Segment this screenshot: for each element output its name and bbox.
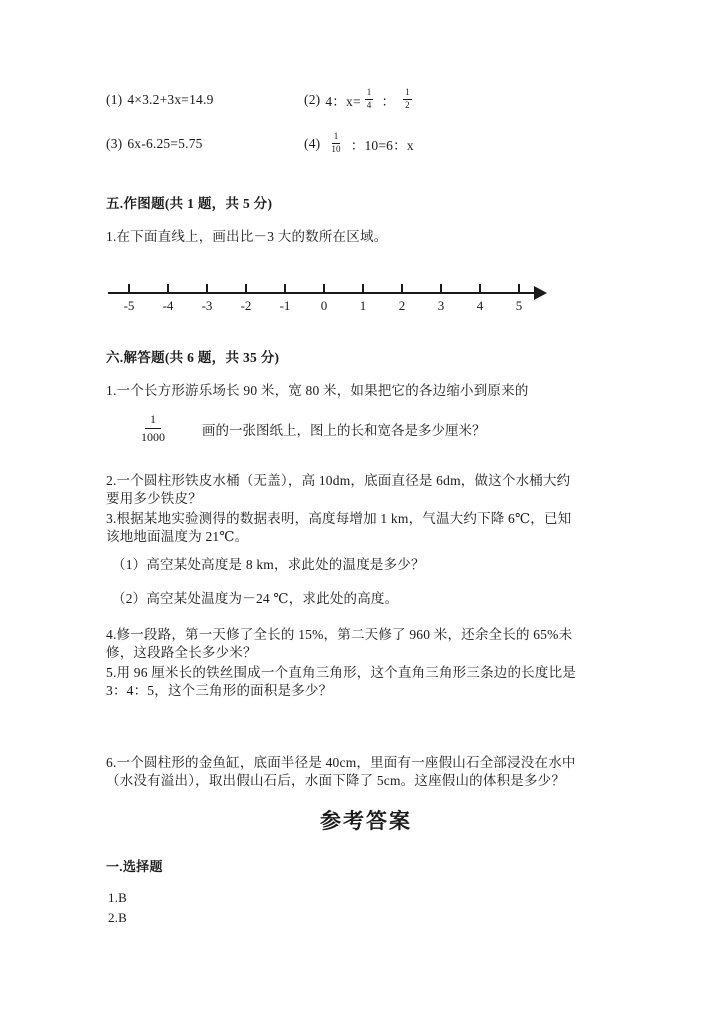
section-six-question-5-line-1: 5.用 96 厘米长的铁丝围成一个直角三角形，这个直角三角形三条边的长度比是 <box>106 665 576 680</box>
equation-number: (4) <box>304 136 321 151</box>
answers-section-heading: 一.选择题 <box>106 859 163 874</box>
number-line-label: -3 <box>201 298 213 313</box>
expression-text: ：10=6：x <box>350 138 414 153</box>
fraction-one-tenth <box>329 132 342 154</box>
expression-text: ： <box>381 94 396 109</box>
question-1-text-continued: 画的一张图纸上，图上的长和宽各是多少厘米？ <box>202 423 486 439</box>
number-line-tick <box>167 284 169 293</box>
equation-row <box>106 122 626 166</box>
number-line-tick <box>323 284 325 293</box>
fraction-denominator: 10 <box>331 143 341 154</box>
equation-row <box>106 78 626 122</box>
answers-title: 参考答案 <box>320 809 412 833</box>
fraction-one-half <box>403 88 412 110</box>
equation-number: (1) <box>106 92 123 107</box>
number-line-tick <box>362 284 364 293</box>
fraction-numerator: 1 <box>403 88 412 99</box>
section-five-question-1: 1.在下面直线上，画出比－3 大的数所在区域。 <box>106 229 388 244</box>
number-line-arrow-icon <box>534 286 547 300</box>
answer-item: 1.B <box>108 890 128 905</box>
number-line-tick <box>440 284 442 293</box>
number-line-label: 3 <box>437 298 445 313</box>
number-line-label: 0 <box>320 298 328 313</box>
equation-item-3 <box>106 136 304 152</box>
number-line-label: -1 <box>279 298 291 313</box>
section-six-question-3-sub-2: （2）高空某处温度为－24 ℃，求此处的高度。 <box>112 591 399 606</box>
fraction-denominator: 1000 <box>141 429 165 444</box>
number-line-label: 2 <box>398 298 406 313</box>
equation-number: (2) <box>304 92 321 107</box>
number-line-label: 5 <box>515 298 523 313</box>
equation-expression: 6x-6.25=5.75 <box>127 136 203 151</box>
equations-block <box>106 78 626 166</box>
equation-item-4 <box>304 133 414 155</box>
number-line-tick <box>518 284 520 293</box>
section-six-question-1-line-1: 1.一个长方形游乐场长 90 米，宽 80 米，如果把它的各边缩小到原来的 <box>106 383 529 398</box>
fraction-denominator: 2 <box>405 99 410 110</box>
section-six-question-3-sub-1: （1）高空某处高度是 8 km，求此处的温度是多少？ <box>112 557 425 572</box>
number-line-tick <box>206 284 208 293</box>
number-line-tick <box>128 284 130 293</box>
equation-expression <box>325 133 413 155</box>
fraction-numerator: 1 <box>145 413 161 429</box>
number-line-figure <box>106 272 626 322</box>
number-line-label: 4 <box>476 298 484 313</box>
section-six-heading: 六.解答题(共 6 题，共 35 分) <box>106 350 280 365</box>
number-line-label: 1 <box>359 298 367 313</box>
section-six-question-4-line-1: 4.修一段路，第一天修了全长的 15%，第二天修了 960 米，还余全长的 65%未 <box>106 627 573 642</box>
equation-expression: 4×3.2+3x=14.9 <box>127 92 214 107</box>
section-six-question-5-line-2: 3：4：5，这个三角形的面积是多少？ <box>106 683 333 698</box>
section-six-question-1-line-2 <box>106 414 486 444</box>
section-six-question-6-line-1: 6.一个圆柱形的金鱼缸，底面半径是 40cm，里面有一座假山石全部浸没在水中 <box>106 755 576 770</box>
fraction-one-thousandth <box>136 413 170 443</box>
number-line-label: -4 <box>162 298 174 313</box>
equation-number: (3) <box>106 136 123 151</box>
answer-item: 2.B <box>108 910 128 925</box>
number-line-label: -5 <box>123 298 135 313</box>
expression-text: 4：x= <box>325 94 361 109</box>
number-line-tick <box>245 284 247 293</box>
fraction-numerator: 1 <box>365 88 374 99</box>
equation-expression <box>325 89 416 111</box>
number-line-label: -2 <box>240 298 252 313</box>
equation-item-1 <box>106 92 304 108</box>
fraction-numerator: 1 <box>332 132 341 143</box>
fraction-denominator: 4 <box>366 99 372 110</box>
fraction-one-quarter <box>365 88 374 110</box>
section-six-question-3-line-1: 3.根据某地实验测得的数据表明，高度每增加 1 km，气温大约下降 6℃，已知 <box>106 511 572 526</box>
number-line-axis <box>108 292 536 294</box>
section-six-question-3-line-2: 该地地面温度为 21℃。 <box>106 529 249 544</box>
number-line-tick <box>284 284 286 293</box>
number-line-tick <box>401 284 403 293</box>
section-six-question-2-line-2: 要用多少铁皮？ <box>106 491 202 506</box>
equation-item-2 <box>304 89 416 111</box>
section-five-heading: 五.作图题(共 1 题，共 5 分) <box>106 196 273 211</box>
section-six-question-6-line-2: （水没有溢出），取出假山石后，水面下降了 5cm。这座假山的体积是多少？ <box>106 773 566 788</box>
section-six-question-4-line-2: 修，这段路全长多少米？ <box>106 645 257 660</box>
section-six-question-2-line-1: 2.一个圆柱形铁皮水桶（无盖），高 10dm，底面直径是 6dm，做这个水桶大约 <box>106 473 571 488</box>
number-line-tick <box>479 284 481 293</box>
